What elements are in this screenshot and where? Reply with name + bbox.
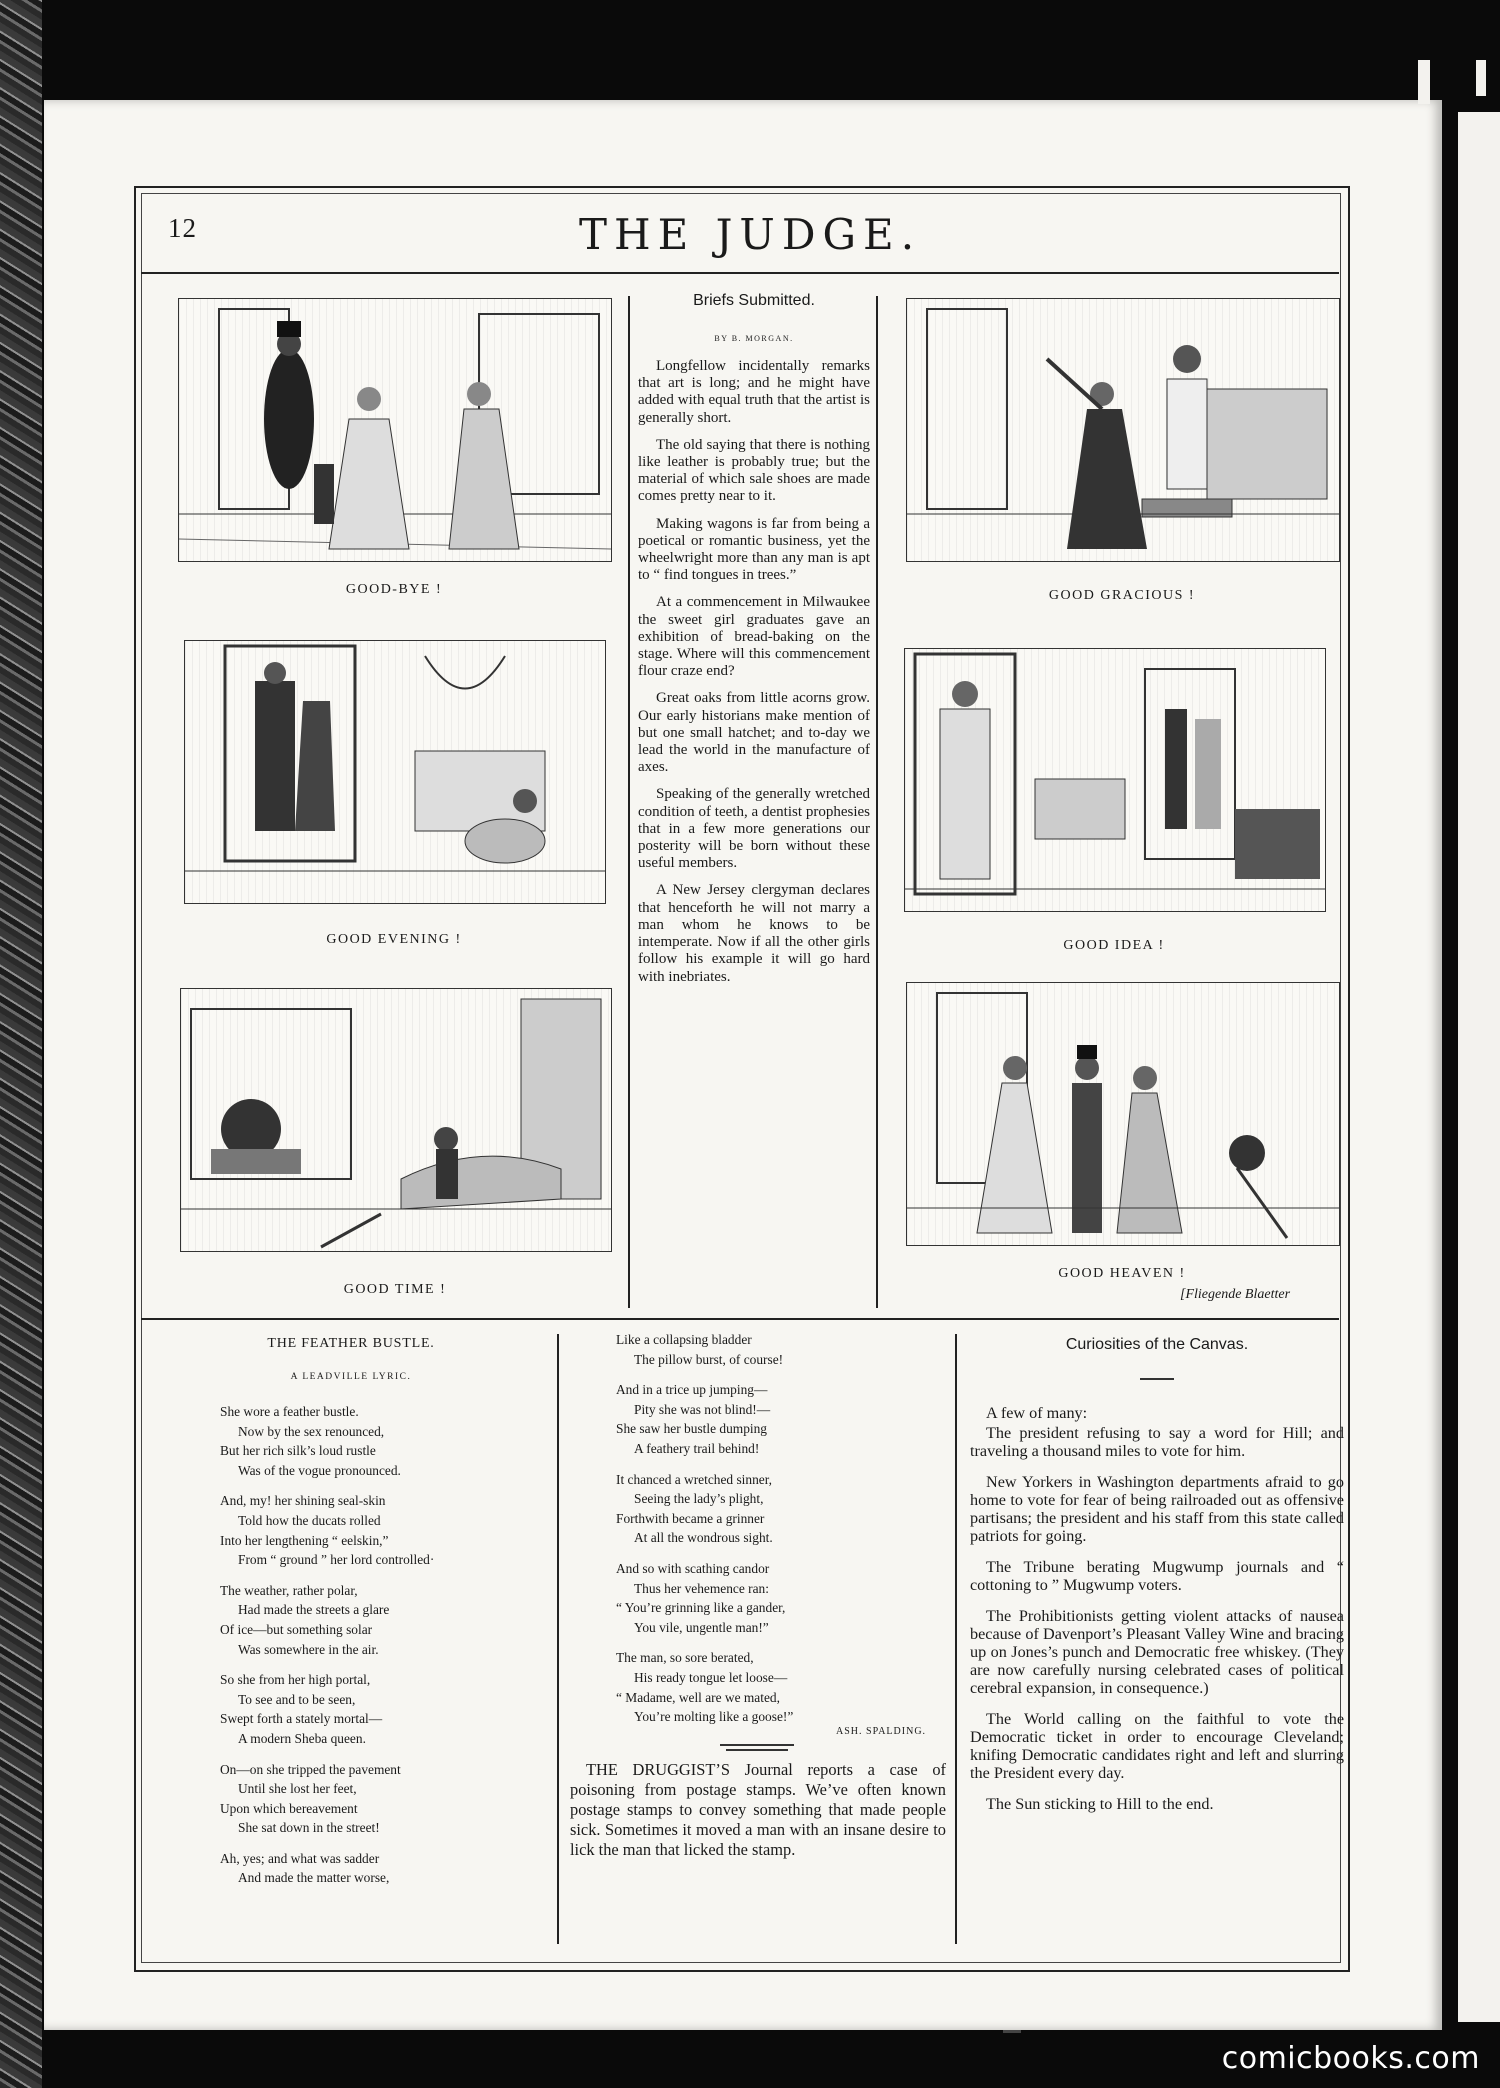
curiosities-paragraph: New Yorkers in Washington departments afraid to go home to vote for fear of being railroaded out as offensive partisans; the president and his staff from this state called patriots for going. xyxy=(970,1473,1344,1545)
poem-stanza xyxy=(616,1380,793,1458)
poem-stanza xyxy=(220,1581,434,1659)
poem-line: She wore a feather bustle. xyxy=(220,1404,359,1419)
druggist-text: THE DRUGGIST’S Journal reports a case of poisoning from postage stamps. We’ve often known postage stamps to convey something that made people sick. Sometimes it moved a man with an insane desire to lick the man that licked the stamp. xyxy=(570,1760,946,1859)
cartoon-good-evening xyxy=(184,640,606,904)
illustration-credit: [Fliegende Blaetter xyxy=(1180,1287,1291,1302)
poem-line: Seeing the lady’s plight, xyxy=(634,1491,764,1507)
poem-line: Now by the sex renounced, xyxy=(238,1423,385,1439)
druggist-item xyxy=(570,1760,946,1860)
briefs-title: Briefs Submitted. xyxy=(693,292,815,309)
poem-stanza xyxy=(616,1470,793,1548)
cartoon-good-bye xyxy=(178,298,612,562)
briefs-article xyxy=(638,358,870,996)
poem-line: A modern Sheba queen. xyxy=(238,1730,366,1746)
briefs-paragraph: The old saying that there is nothing like leather is probably true; but the material of which sale shoes are made comes pretty near to it. xyxy=(638,436,870,505)
poem-line: Upon which bereavement xyxy=(220,1800,358,1816)
poem-stanza xyxy=(220,1760,434,1838)
poem-line: His ready tongue let loose— xyxy=(634,1669,788,1685)
poem-signature: ASH. SPALDING. xyxy=(836,1726,927,1737)
curiosities-paragraph: The Tribune berating Mugwump journals and “ cottoning to ” Mugwump voters. xyxy=(970,1558,1344,1594)
poem-line: She saw her bustle dumping xyxy=(616,1421,767,1437)
poem-line: And so with scathing candor xyxy=(616,1560,770,1576)
briefs-paragraph: At a commencement in Milwaukee the sweet girl graduates gave an exhibition of bread-baking on the stage. Where will this commencement flour craze end? xyxy=(638,594,870,680)
poem-line: You’re molting like a goose!” xyxy=(634,1709,794,1725)
caption-good-gracious: GOOD GRACIOUS ! xyxy=(1048,588,1196,603)
poem-line: Forthwith became a grinner xyxy=(616,1510,765,1526)
poem-line: Of ice—but something solar xyxy=(220,1621,373,1637)
masthead-rule xyxy=(141,272,1339,274)
curiosities-paragraph: The president refusing to say a word for Hill; and traveling a thousand miles to vote for him. xyxy=(970,1424,1344,1460)
cartoon-good-gracious xyxy=(906,298,1340,562)
caption-good-idea: GOOD IDEA ! xyxy=(1063,938,1165,953)
cartoon-illustration xyxy=(905,649,1325,911)
cartoon-good-idea xyxy=(904,648,1326,912)
poem-line: The man, so sore berated, xyxy=(616,1650,754,1666)
cartoon-good-time xyxy=(180,988,612,1252)
ornament-rule xyxy=(720,1744,794,1746)
poem-stanza xyxy=(220,1670,434,1748)
curiosities-paragraph: The Sun sticking to Hill to the end. xyxy=(986,1795,1214,1813)
column-rule xyxy=(876,296,878,1308)
poem-line: Like a collapsing bladder xyxy=(616,1332,752,1347)
curiosities-article xyxy=(970,1404,1344,1826)
watermark-text: comicbooks.com xyxy=(1221,2041,1480,2076)
masthead-title: THE JUDGE. xyxy=(578,210,922,259)
poem-column-right xyxy=(616,1330,793,1738)
curiosities-paragraph: The Prohibitionists getting violent attacks of nausea because of Davenport’s Pleasant Valley Wine and bracing up on Jones’s punch and Democratic free whiskey. (They are now carefully nursing celebrated cases of political cerebral expansion, in consequence.) xyxy=(970,1607,1344,1697)
adjacent-page-edge xyxy=(1458,112,1500,2022)
section-rule xyxy=(141,1318,1339,1320)
poem-line: It chanced a wretched sinner, xyxy=(616,1471,772,1487)
poem-line: Until she lost her feet, xyxy=(238,1781,357,1797)
briefs-paragraph: Speaking of the generally wretched condition of teeth, a dentist prophesies that in a few more generations our posterity will be born without these useful members. xyxy=(638,786,870,872)
poem-stanza xyxy=(220,1491,434,1569)
column-rule xyxy=(557,1334,559,1944)
poem-line: And, my! her shining seal-skin xyxy=(220,1493,386,1509)
poem-line: She sat down in the street! xyxy=(238,1820,380,1836)
poem-stanza xyxy=(220,1402,434,1480)
page-number: 12 xyxy=(168,213,197,243)
scan-artifact xyxy=(1418,60,1430,104)
poem-line: Swept forth a stately mortal— xyxy=(220,1711,383,1727)
scan-artifact xyxy=(1003,2030,1021,2033)
caption-good-time: GOOD TIME ! xyxy=(343,1282,447,1297)
ornament-rule xyxy=(726,1749,788,1751)
poem-line: But her rich silk’s loud rustle xyxy=(220,1443,376,1459)
briefs-paragraph: A New Jersey clergyman declares that henceforth he will not marry a man whom he knows to be intemperate. Now if all the other girls follow his example it will go hard with inebriates. xyxy=(638,882,870,985)
poem-line: Told how the ducats rolled xyxy=(238,1512,381,1528)
poem-line: From “ ground ” her lord controlled· xyxy=(238,1552,435,1568)
cartoon-good-heaven xyxy=(906,982,1340,1246)
caption-good-heaven: GOOD HEAVEN ! xyxy=(1058,1266,1186,1281)
cartoon-illustration xyxy=(185,641,605,903)
poem-line: Into her lengthening “ eelskin,” xyxy=(220,1532,389,1548)
briefs-byline: BY B. MORGAN. xyxy=(714,334,794,343)
briefs-paragraph: Great oaks from little acorns grow. Our early historians make mention of but one small hatchet; and to-day we lead the world in the manufacture of axes. xyxy=(638,690,870,776)
poem-line: And made the matter worse, xyxy=(238,1870,390,1886)
poem-stanza xyxy=(220,1849,434,1888)
poem-line: “ You’re grinning like a gander, xyxy=(616,1600,786,1616)
poem-line: The weather, rather polar, xyxy=(220,1582,358,1598)
scan-artifact xyxy=(1476,60,1486,96)
poem-line: At all the wondrous sight. xyxy=(634,1530,773,1546)
curiosities-paragraph: A few of many: xyxy=(986,1404,1088,1422)
poem-line: Thus her vehemence ran: xyxy=(634,1580,769,1596)
column-rule xyxy=(628,296,630,1308)
caption-good-evening: GOOD EVENING ! xyxy=(326,932,462,947)
poem-line: And in a trice up jumping— xyxy=(616,1382,768,1398)
column-rule xyxy=(955,1334,957,1944)
poem-title: THE FEATHER BUSTLE. xyxy=(267,1336,435,1351)
cartoon-illustration xyxy=(907,299,1339,561)
poem-column-left xyxy=(220,1402,434,1899)
poem-line: The pillow burst, of course! xyxy=(634,1351,784,1367)
poem-stanza xyxy=(616,1648,793,1726)
poem-stanza xyxy=(616,1330,793,1369)
poem-line: “ Madame, well are we mated, xyxy=(616,1689,780,1705)
poem-line: So she from her high portal, xyxy=(220,1672,371,1688)
poem-line: You vile, ungentle man!” xyxy=(634,1619,769,1635)
curiosities-paragraph: The World calling on the faithful to vote the Democratic ticket in order to encourage Cleveland; knifing Democratic candidates right and left and slurring the President every day. xyxy=(970,1710,1344,1782)
curiosities-title: Curiosities of the Canvas. xyxy=(1065,1336,1249,1353)
poem-line: A feathery trail behind! xyxy=(634,1440,760,1456)
poem-line: Pity she was not blind!— xyxy=(634,1401,771,1417)
cartoon-illustration xyxy=(181,989,611,1251)
briefs-paragraph: Making wagons is far from being a poetical or romantic business, yet the wheelwright more than any man is apt to “ find tongues in trees.” xyxy=(638,515,870,584)
poem-line: On—on she tripped the pavement xyxy=(220,1761,401,1777)
briefs-paragraph: Longfellow incidentally remarks that art is long; and he might have added with equal truth that the artist is generally short. xyxy=(638,358,870,426)
cartoon-illustration xyxy=(179,299,611,561)
caption-good-bye: GOOD-BYE ! xyxy=(345,582,443,597)
marbled-binding-edge xyxy=(0,0,42,2088)
poem-stanza xyxy=(616,1559,793,1637)
poem-subtitle: A LEADVILLE LYRIC. xyxy=(290,1372,412,1382)
poem-line: To see and to be seen, xyxy=(238,1691,356,1707)
poem-line: Had made the streets a glare xyxy=(238,1602,390,1618)
title-rule xyxy=(1140,1378,1174,1380)
poem-line: Was of the vogue pronounced. xyxy=(238,1462,401,1478)
poem-line: Ah, yes; and what was sadder xyxy=(220,1850,380,1866)
poem-line: Was somewhere in the air. xyxy=(238,1641,379,1657)
cartoon-illustration xyxy=(907,983,1339,1245)
